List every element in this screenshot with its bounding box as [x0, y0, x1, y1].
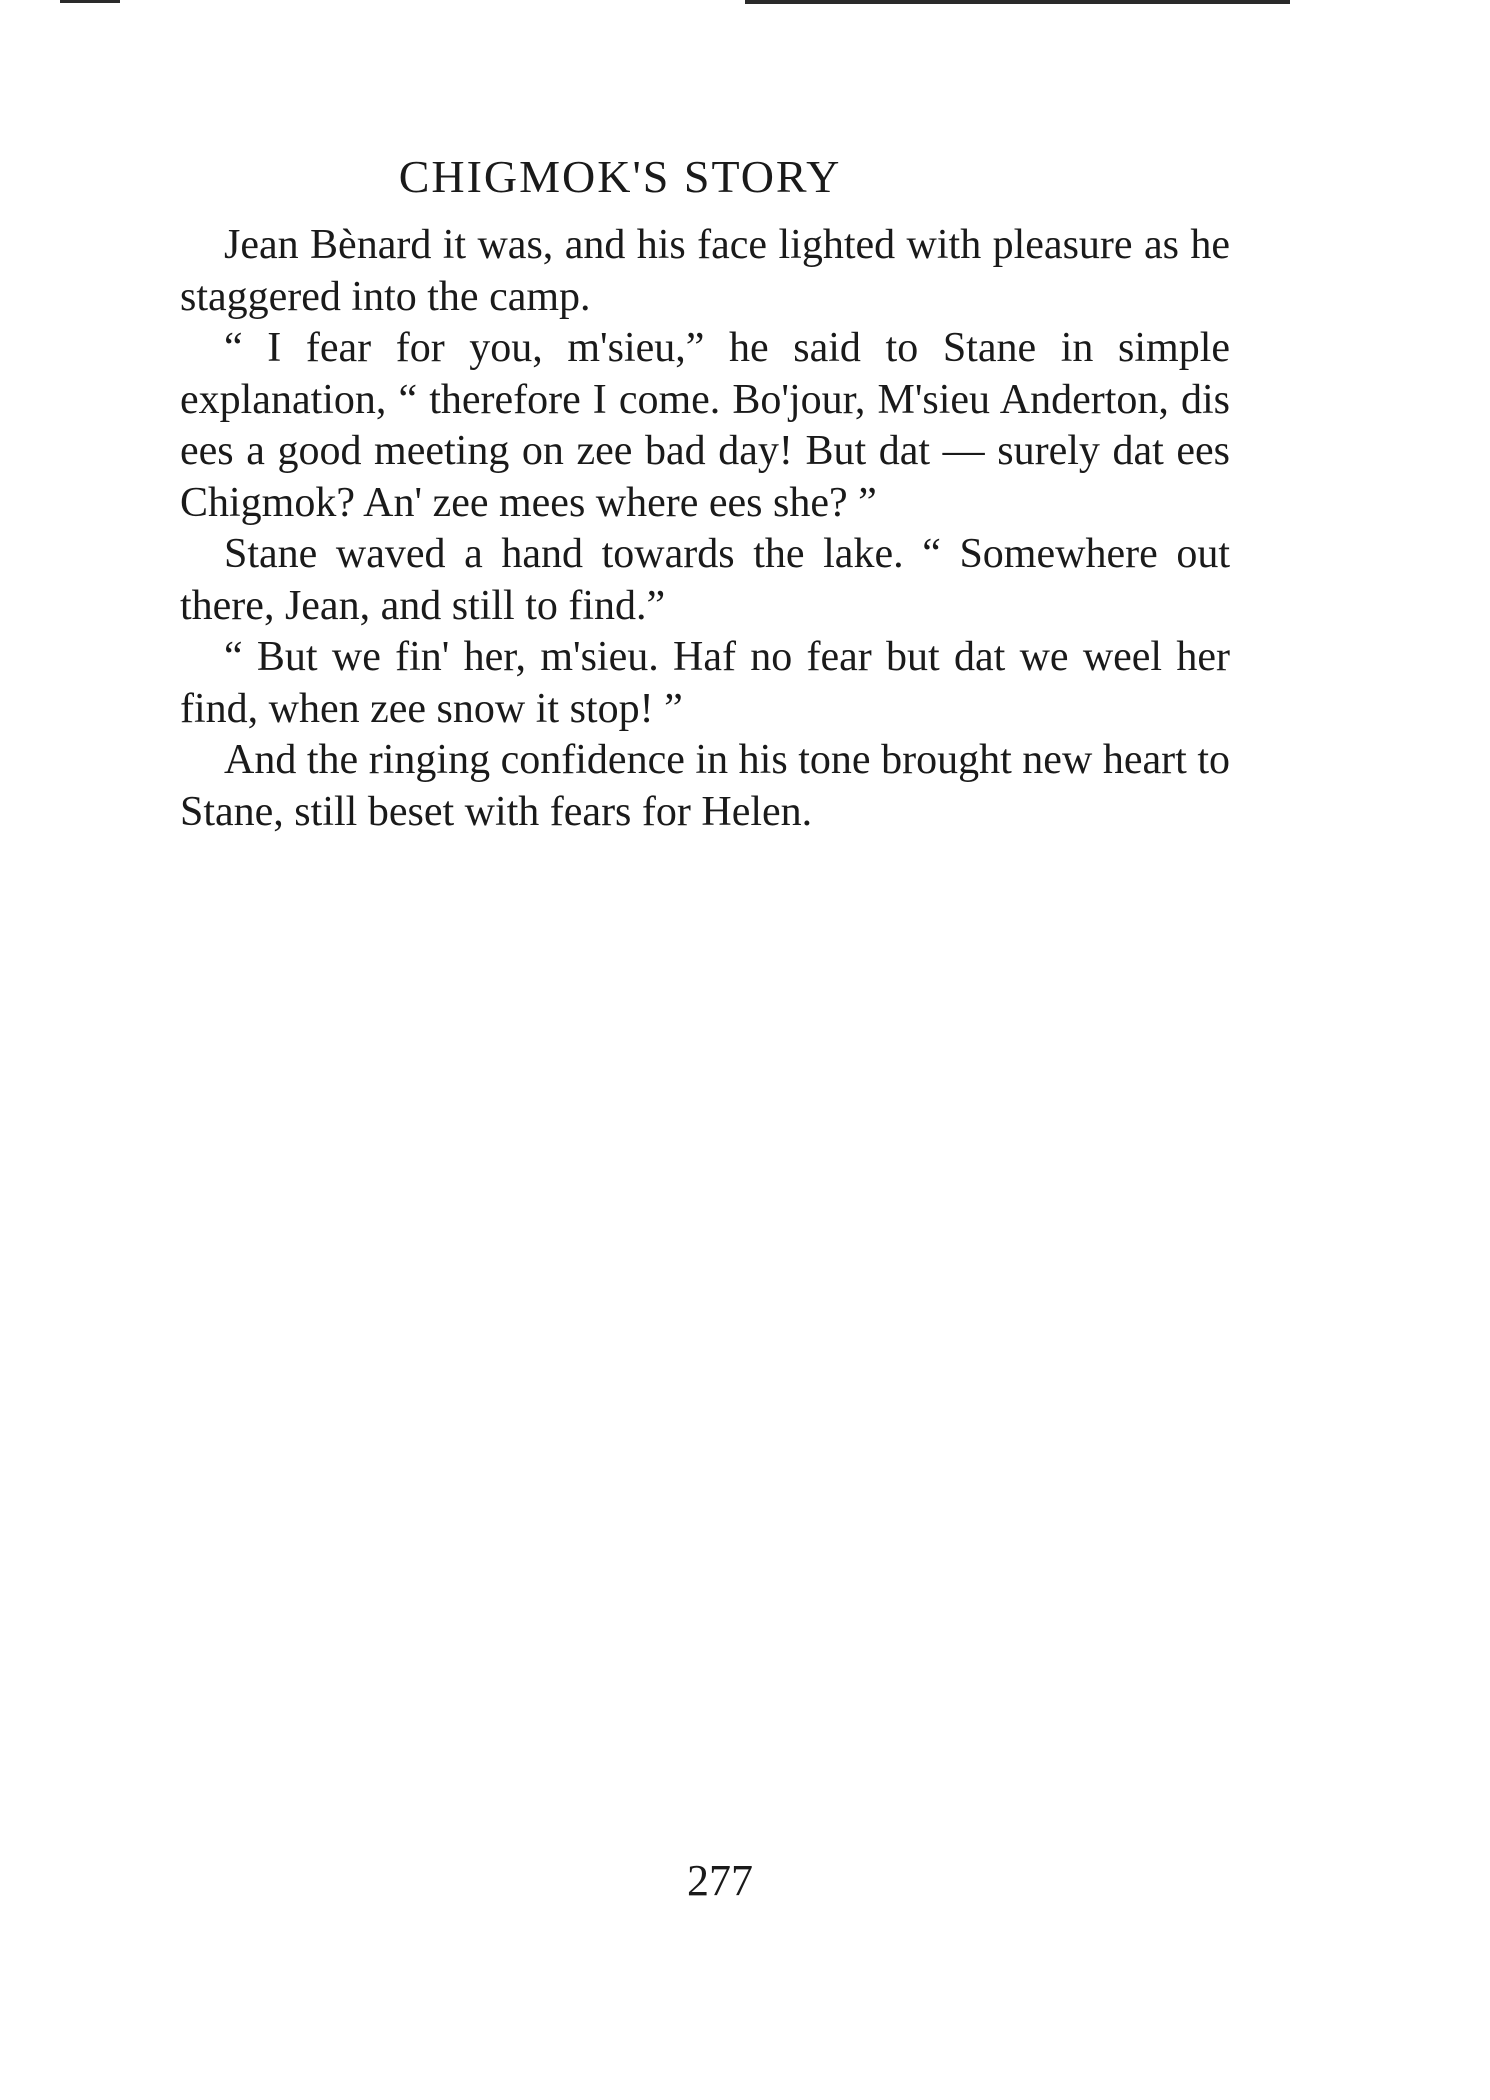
paragraph: “ But we fin' her, m'sieu. Haf no fear but dat we weel her find, when zee snow it stop! ”	[180, 634, 1230, 732]
running-header: CHIGMOK'S STORY	[398, 151, 842, 202]
paragraph: Jean Bènard it was, and his face lighted with pleasure as he staggered into the camp.	[180, 222, 1230, 320]
paragraph: “ I fear for you, m'sieu,” he said to Stane in simple explanation, “ therefore I come. Bo'jour, M'sieu Anderton, dis ees a good meeting on zee bad day! But dat — surely dat ees Chigmok? An' zee mees where ees she? ”	[180, 325, 1230, 526]
body-text	[180, 220, 1230, 838]
scan-edge-mark	[60, 0, 120, 3]
paragraph: Stane waved a hand towards the lake. “ Somewhere out there, Jean, and still to find.”	[180, 531, 1230, 629]
page-number: 277	[687, 1856, 753, 1905]
scan-edge-mark	[745, 0, 1290, 4]
paragraph: And the ringing confidence in his tone brought new heart to Stane, still beset with fears for Helen.	[180, 737, 1230, 835]
